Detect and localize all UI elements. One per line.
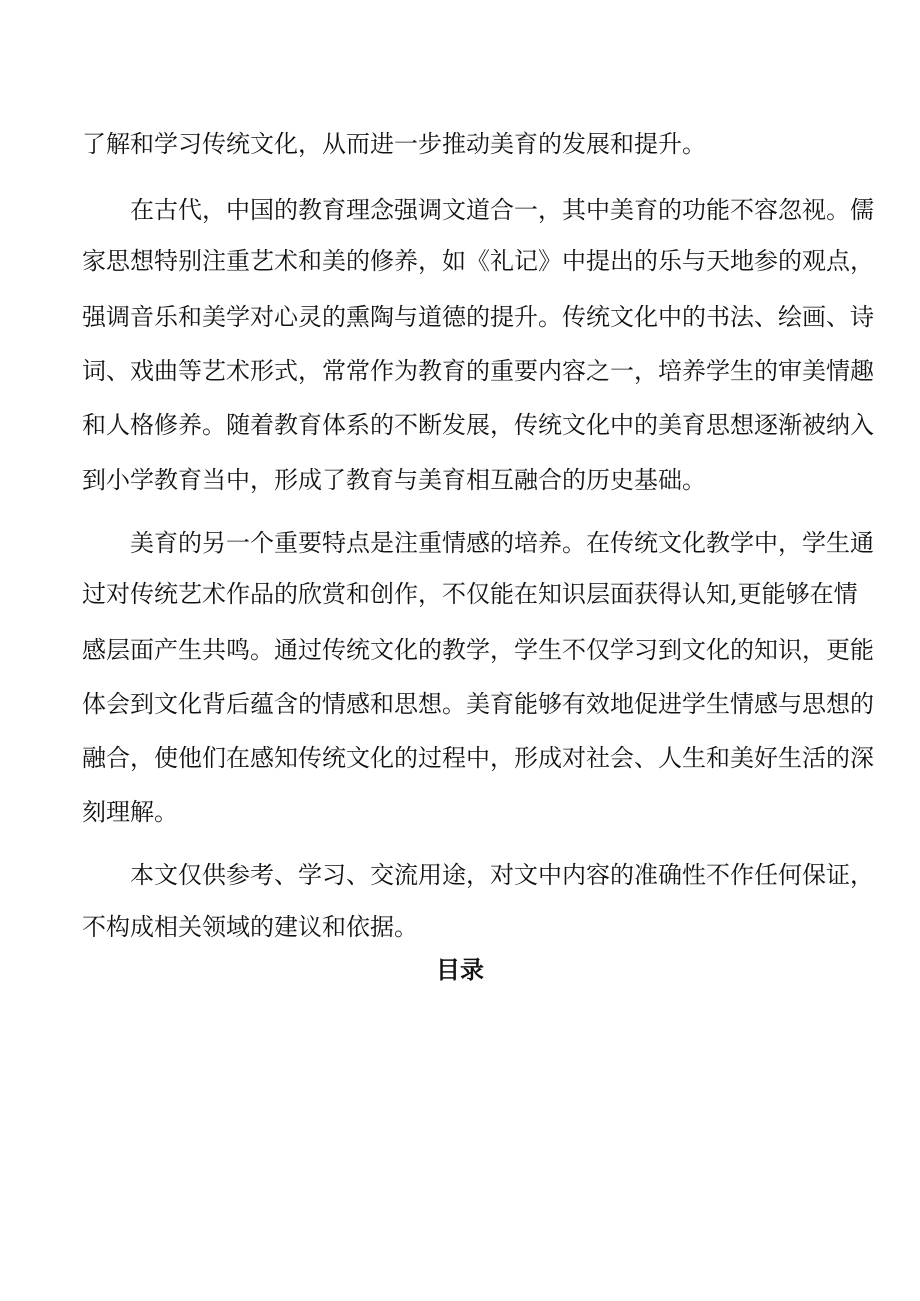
text-line: 家思想特别注重艺术和美的修养，如《礼记》中提出的乐与天地参的观点， [82,247,874,275]
text-line: 词、戏曲等艺术形式，常常作为教育的重要内容之一，培养学生的审美情趣 [82,357,874,385]
text-line: 融合，使他们在感知传统文化的过程中，形成对社会、人生和美好生活的深 [82,744,874,772]
text-line: 到小学教育当中，形成了教育与美育相互融合的历史基础。 [82,466,706,494]
text-line: 了解和学习传统文化，从而进一步推动美育的发展和提升。 [82,130,706,158]
text-line: 美育的另一个重要特点是注重情感的培养。在传统文化教学中，学生通 [130,529,874,557]
text-line: 强调音乐和美学对心灵的熏陶与道德的提升。传统文化中的书法、绘画、诗 [82,303,874,331]
text-line: 在古代，中国的教育理念强调文道合一，其中美育的功能不容忽视。儒 [130,196,874,224]
text-line: 不构成相关领域的建议和依据。 [82,913,418,941]
text-line: 本文仅供参考、学习、交流用途，对文中内容的准确性不作任何保证， [130,861,874,889]
toc-heading: 目录 [436,956,484,984]
text-line: 和人格修养。随着教育体系的不断发展，传统文化中的美育思想逐渐被纳入 [82,411,874,439]
text-line: 过对传统艺术作品的欣赏和创作，不仅能在知识层面获得认知,更能够在情 [82,580,858,608]
text-line: 感层面产生共鸣。通过传统文化的教学，学生不仅学习到文化的知识，更能 [82,636,874,664]
text-line: 刻理解。 [82,798,178,826]
text-line: 体会到文化背后蕴含的情感和思想。美育能够有效地促进学生情感与思想的 [82,690,874,718]
